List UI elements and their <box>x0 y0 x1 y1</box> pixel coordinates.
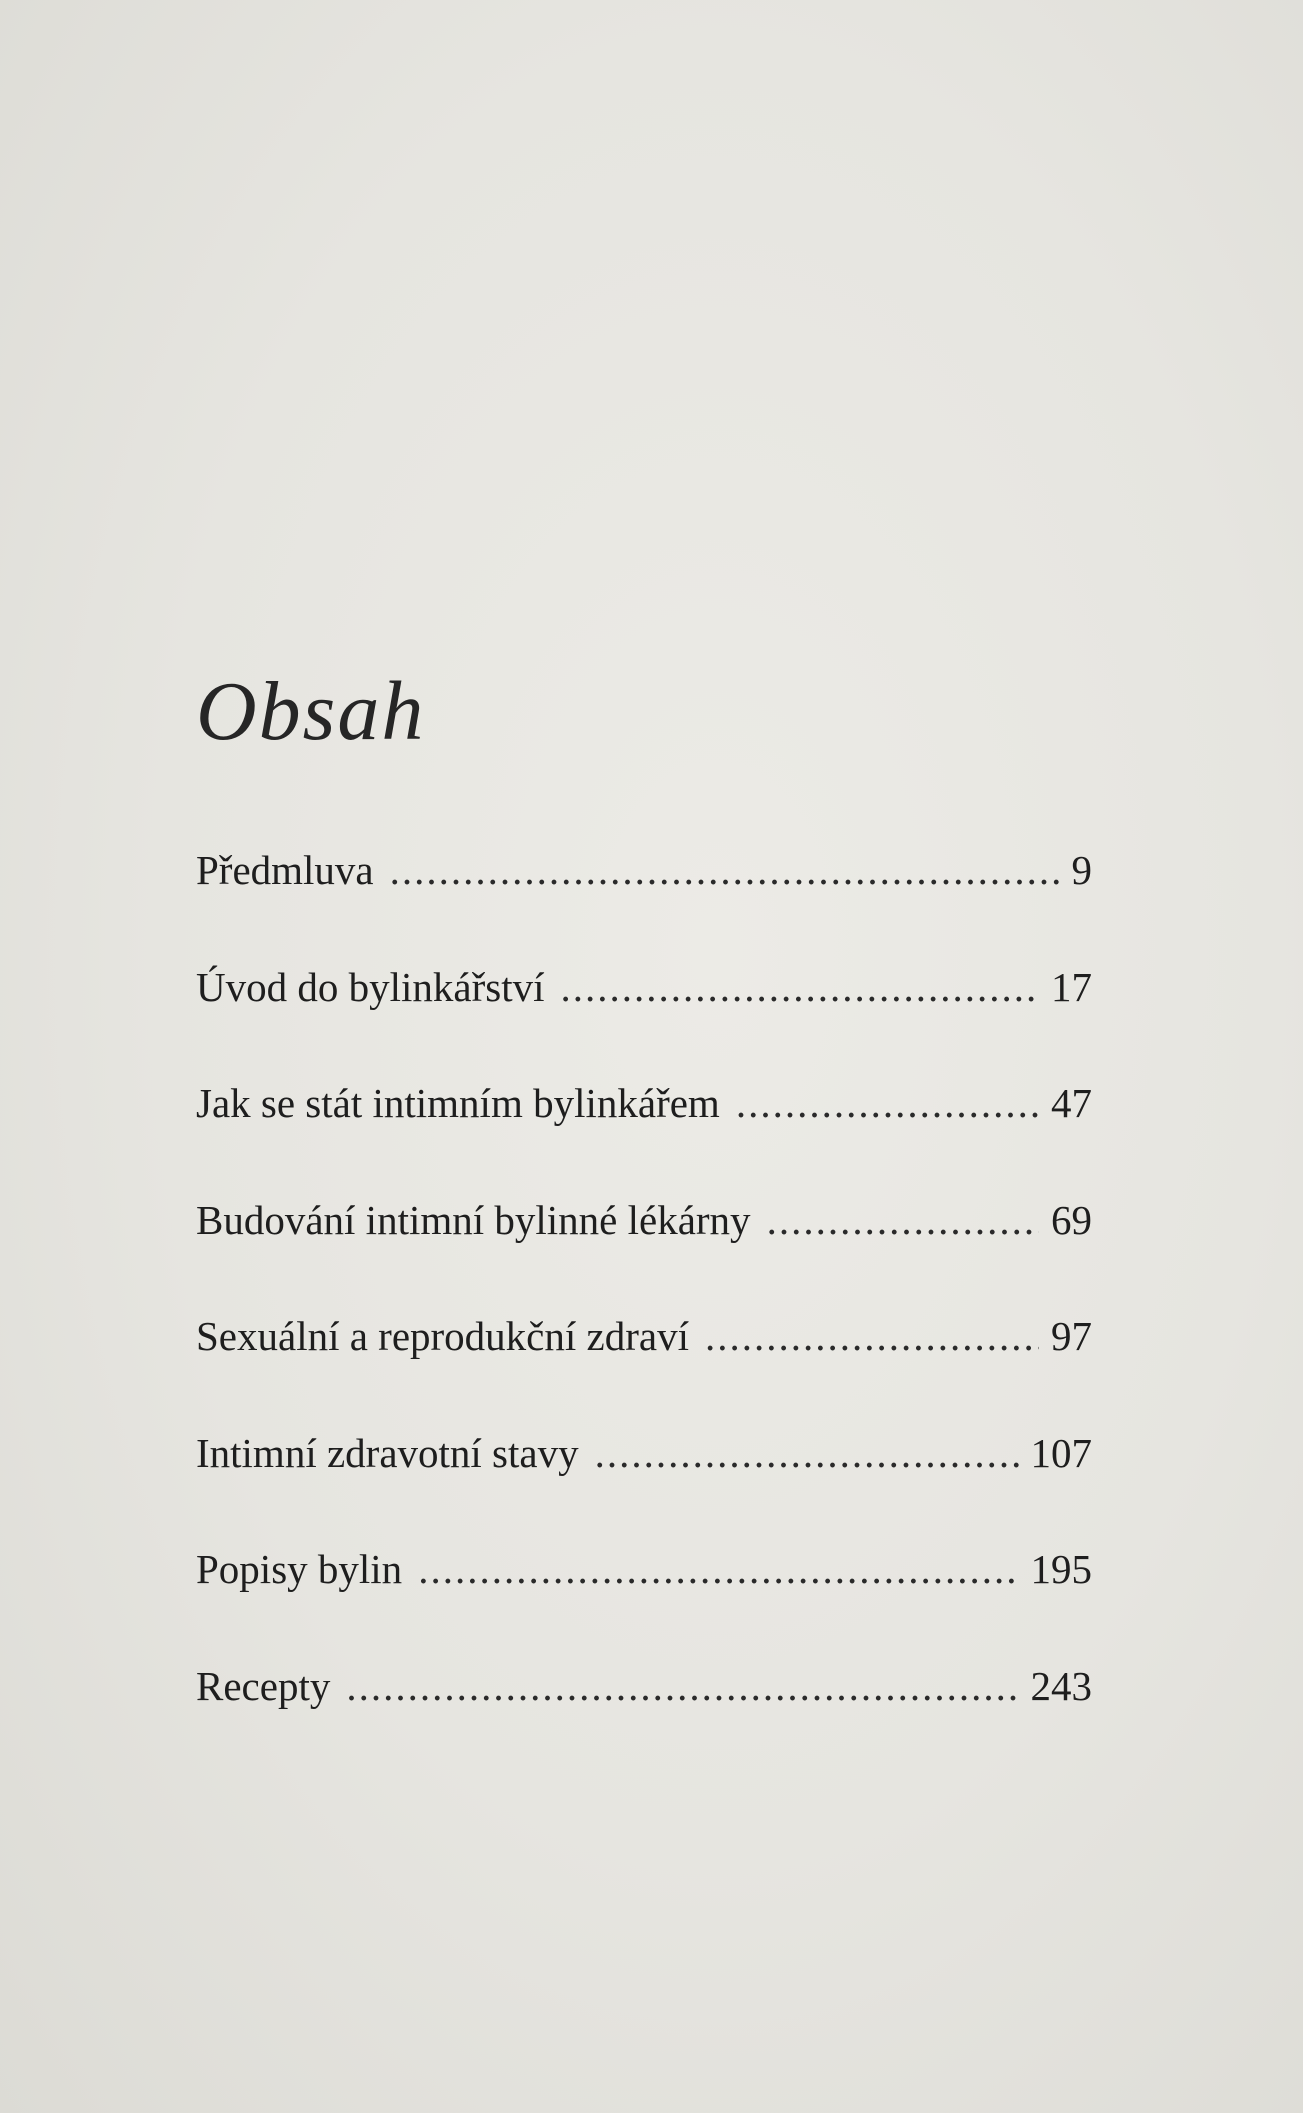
toc-entry-intimni-stavy <box>196 1429 1092 1550</box>
toc-entry-page-number: 9 <box>1071 847 1092 893</box>
toc-entry-popisy-bylin <box>196 1546 1092 1666</box>
page-title: Obsah <box>196 665 426 758</box>
dot-leader <box>705 1316 1039 1357</box>
toc-entry-label: Recepty <box>196 1662 331 1709</box>
toc-entry-label: Budování intimní bylinné lékárny <box>196 1196 751 1243</box>
dot-leader <box>736 1083 1039 1124</box>
toc-entry-label: Jak se stát intimním bylinkářem <box>196 1080 720 1126</box>
toc-entry-page-number: 69 <box>1051 1196 1092 1243</box>
dot-leader <box>560 967 1039 1008</box>
toc-entry-budovani <box>196 1196 1092 1317</box>
toc-entry-predmluva <box>196 847 1092 967</box>
toc-entry-page-number: 195 <box>1030 1546 1092 1592</box>
toc-entry-page-number: 107 <box>1030 1429 1092 1476</box>
toc-entry-label: Intimní zdravotní stavy <box>196 1429 579 1476</box>
toc-entry-page-number: 97 <box>1051 1313 1092 1359</box>
toc-entry-page-number: 17 <box>1051 963 1092 1010</box>
dot-leader <box>767 1200 1039 1241</box>
toc-entry-label: Předmluva <box>196 847 374 893</box>
dot-leader <box>346 1666 1018 1707</box>
toc-entry-sexualni <box>196 1313 1092 1433</box>
toc-entry-page-number: 47 <box>1051 1080 1092 1126</box>
dot-leader <box>390 850 1060 891</box>
toc-entry-label: Úvod do bylinkářství <box>196 963 545 1010</box>
toc-entry-page-number: 243 <box>1030 1662 1092 1709</box>
toc-entry-recepty <box>196 1662 1092 1783</box>
table-of-contents <box>196 847 1092 1782</box>
dot-leader <box>418 1549 1018 1590</box>
dot-leader <box>595 1433 1019 1474</box>
toc-entry-uvod <box>196 963 1092 1084</box>
toc-entry-label: Sexuální a reprodukční zdraví <box>196 1313 689 1359</box>
toc-entry-label: Popisy bylin <box>196 1546 403 1592</box>
toc-entry-jak-se-stat <box>196 1080 1092 1200</box>
